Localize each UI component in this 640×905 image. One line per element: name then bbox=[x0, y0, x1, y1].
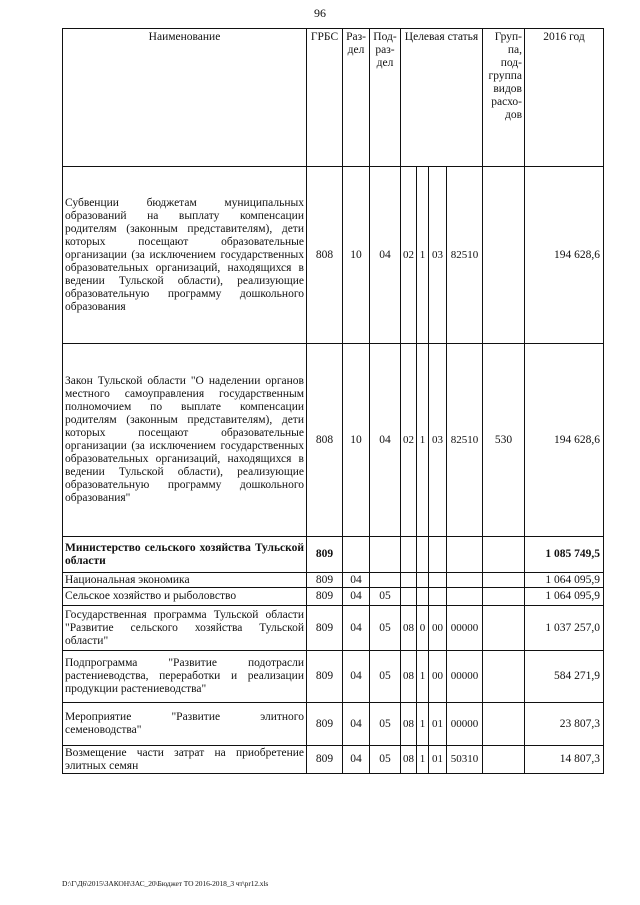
table-row bbox=[63, 746, 604, 774]
row-target-subprogram: 0 bbox=[417, 606, 429, 651]
budget-table bbox=[62, 28, 604, 774]
row-podrazdel: 05 bbox=[370, 588, 401, 606]
row-target-code bbox=[447, 537, 483, 573]
table-row bbox=[63, 167, 604, 344]
row-target-event: 00 bbox=[429, 651, 447, 703]
row-target-subprogram bbox=[417, 588, 429, 606]
row-target-code bbox=[447, 573, 483, 588]
row-expense-group bbox=[483, 606, 525, 651]
row-name: Национальная экономика bbox=[63, 573, 307, 588]
row-podrazdel: 05 bbox=[370, 606, 401, 651]
table-row bbox=[63, 588, 604, 606]
row-expense-group bbox=[483, 537, 525, 573]
row-razdel: 04 bbox=[343, 573, 370, 588]
row-expense-group bbox=[483, 167, 525, 344]
row-target-event: 01 bbox=[429, 703, 447, 746]
row-expense-group bbox=[483, 573, 525, 588]
file-path-footer: D:\Г\Д6\2015\ЗАКОН\ЗАС_20\Бюджет ТО 2016-2018_3 чт\pr12.xls bbox=[62, 879, 269, 888]
row-grbs: 809 bbox=[307, 746, 343, 774]
row-razdel: 10 bbox=[343, 344, 370, 537]
row-amount: 584 271,9 bbox=[525, 651, 604, 703]
row-name: Сельское хозяйство и рыболовство bbox=[63, 588, 307, 606]
row-target-code: 00000 bbox=[447, 703, 483, 746]
row-target-program bbox=[401, 537, 417, 573]
row-razdel bbox=[343, 537, 370, 573]
row-amount: 194 628,6 bbox=[525, 344, 604, 537]
row-target-program: 02 bbox=[401, 344, 417, 537]
row-target-program: 08 bbox=[401, 746, 417, 774]
row-grbs: 808 bbox=[307, 167, 343, 344]
table-row bbox=[63, 703, 604, 746]
row-target-program: 08 bbox=[401, 606, 417, 651]
row-grbs: 809 bbox=[307, 588, 343, 606]
row-podrazdel: 05 bbox=[370, 651, 401, 703]
row-target-code: 50310 bbox=[447, 746, 483, 774]
row-target-code: 00000 bbox=[447, 651, 483, 703]
row-amount: 23 807,3 bbox=[525, 703, 604, 746]
table-row bbox=[63, 606, 604, 651]
row-name: Возмещение части затрат на приобретение элитных семян bbox=[63, 746, 307, 774]
row-target-event bbox=[429, 588, 447, 606]
row-target-event: 03 bbox=[429, 167, 447, 344]
row-target-program: 08 bbox=[401, 651, 417, 703]
row-target-event bbox=[429, 537, 447, 573]
header-grbs: ГРБС bbox=[307, 29, 343, 167]
table-header-row bbox=[63, 29, 604, 167]
row-grbs: 808 bbox=[307, 344, 343, 537]
row-amount: 1 037 257,0 bbox=[525, 606, 604, 651]
table-row bbox=[63, 651, 604, 703]
row-podrazdel: 04 bbox=[370, 344, 401, 537]
table-row bbox=[63, 573, 604, 588]
row-target-event bbox=[429, 573, 447, 588]
row-target-code: 00000 bbox=[447, 606, 483, 651]
table-row bbox=[63, 344, 604, 537]
header-expense-group: Груп- па, под- группа видов расхо- дов bbox=[483, 29, 525, 167]
header-podrazdel: Под- раз- дел bbox=[370, 29, 401, 167]
header-razdel: Раз- дел bbox=[343, 29, 370, 167]
row-grbs: 809 bbox=[307, 537, 343, 573]
row-grbs: 809 bbox=[307, 651, 343, 703]
row-expense-group bbox=[483, 651, 525, 703]
row-amount: 1 064 095,9 bbox=[525, 573, 604, 588]
header-name: Наименование bbox=[63, 29, 307, 167]
row-target-program: 02 bbox=[401, 167, 417, 344]
row-grbs: 809 bbox=[307, 573, 343, 588]
row-target-subprogram bbox=[417, 573, 429, 588]
row-podrazdel: 05 bbox=[370, 746, 401, 774]
row-target-event: 03 bbox=[429, 344, 447, 537]
row-target-program bbox=[401, 588, 417, 606]
row-name: Подпрограмма "Развитие подотрасли растениеводства, переработки и реализации продукции растениеводства" bbox=[63, 651, 307, 703]
row-target-subprogram: 1 bbox=[417, 167, 429, 344]
row-name: Мероприятие "Развитие элитного семеноводства" bbox=[63, 703, 307, 746]
row-razdel: 10 bbox=[343, 167, 370, 344]
page-number: 96 bbox=[314, 6, 326, 20]
row-name: Министерство сельского хозяйства Тульской области bbox=[63, 537, 307, 573]
row-expense-group bbox=[483, 703, 525, 746]
row-target-code: 82510 bbox=[447, 344, 483, 537]
row-name: Государственная программа Тульской области "Развитие сельского хозяйства Тульской области" bbox=[63, 606, 307, 651]
row-grbs: 809 bbox=[307, 703, 343, 746]
row-razdel: 04 bbox=[343, 746, 370, 774]
row-razdel: 04 bbox=[343, 651, 370, 703]
row-grbs: 809 bbox=[307, 606, 343, 651]
row-target-program bbox=[401, 573, 417, 588]
row-expense-group bbox=[483, 588, 525, 606]
row-podrazdel bbox=[370, 537, 401, 573]
row-podrazdel bbox=[370, 573, 401, 588]
row-name: Субвенции бюджетам муниципальных образований на выплату компенсации родителям (законным представителям), дети которых посещают образовательные организации (за исключением государственных образовательных организаций, находящихся в ведении Тульской области), реализующие образовательную программу дошкольного образования bbox=[63, 167, 307, 344]
row-target-code bbox=[447, 588, 483, 606]
row-target-event: 01 bbox=[429, 746, 447, 774]
row-target-subprogram bbox=[417, 537, 429, 573]
row-amount: 1 085 749,5 bbox=[525, 537, 604, 573]
row-name: Закон Тульской области "О наделении органов местного самоуправления государственным полномочием по выплате компенсации родителям (законным представителям), дети которых посещают образовательные организации (за исключением государственных образовательных организаций, находящихся в ведении Тульской области), реализующие образовательную программу дошкольного образования" bbox=[63, 344, 307, 537]
row-amount: 14 807,3 bbox=[525, 746, 604, 774]
row-target-code: 82510 bbox=[447, 167, 483, 344]
row-podrazdel: 04 bbox=[370, 167, 401, 344]
header-target-article: Целевая статья bbox=[401, 29, 483, 167]
row-razdel: 04 bbox=[343, 703, 370, 746]
row-amount: 1 064 095,9 bbox=[525, 588, 604, 606]
row-target-program: 08 bbox=[401, 703, 417, 746]
row-expense-group: 530 bbox=[483, 344, 525, 537]
row-target-subprogram: 1 bbox=[417, 703, 429, 746]
row-amount: 194 628,6 bbox=[525, 167, 604, 344]
row-podrazdel: 05 bbox=[370, 703, 401, 746]
row-razdel: 04 bbox=[343, 588, 370, 606]
row-target-subprogram: 1 bbox=[417, 746, 429, 774]
row-target-subprogram: 1 bbox=[417, 651, 429, 703]
row-target-event: 00 bbox=[429, 606, 447, 651]
row-expense-group bbox=[483, 746, 525, 774]
header-year-2016: 2016 год bbox=[525, 29, 604, 167]
table-row bbox=[63, 537, 604, 573]
row-razdel: 04 bbox=[343, 606, 370, 651]
row-target-subprogram: 1 bbox=[417, 344, 429, 537]
